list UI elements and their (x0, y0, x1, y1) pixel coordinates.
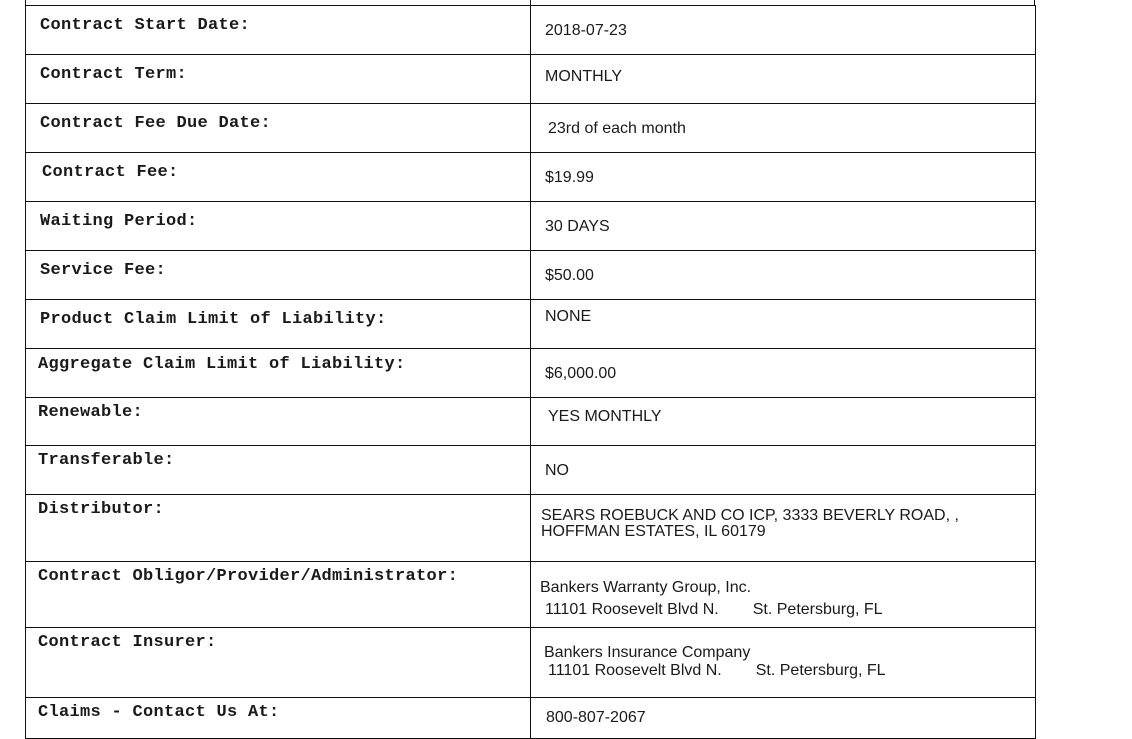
obligor-city: St. Petersburg, FL (752, 601, 883, 618)
transferable-value: NO (545, 462, 569, 479)
contract-fee-due-date-value: 23rd of each month (548, 120, 686, 137)
insurer-address-line (544, 662, 1035, 680)
obligor-value (531, 562, 1035, 621)
table-row (26, 251, 1036, 300)
contract-start-date-value: 2018-07-23 (545, 22, 627, 39)
table-row (26, 495, 1036, 562)
table-row (26, 153, 1036, 202)
table-row (26, 55, 1036, 104)
contract-start-date-label: Contract Start Date: (40, 16, 251, 35)
insurer-name: Bankers Insurance Company (544, 644, 751, 661)
table-row (26, 628, 1036, 698)
contract-term-value: MONTHLY (545, 68, 623, 85)
insurer-city: St. Petersburg, FL (755, 662, 886, 679)
table-row (26, 349, 1036, 398)
table-row (26, 698, 1036, 739)
service-fee-label: Service Fee: (40, 261, 167, 280)
aggregate-claim-limit-value: $6,000.00 (545, 365, 617, 382)
renewable-label: Renewable: (38, 403, 144, 422)
table-row (26, 446, 1036, 495)
distributor-name-address: SEARS ROEBUCK AND CO ICP, 3333 BEVERLY ROAD, , (541, 507, 959, 524)
contract-fee-value: $19.99 (545, 169, 594, 186)
distributor-city-state: HOFFMAN ESTATES, IL 60179 (541, 523, 766, 540)
waiting-period-value: 30 DAYS (545, 218, 610, 235)
table-row (26, 300, 1036, 349)
obligor-address-line (540, 599, 1035, 621)
aggregate-claim-limit-label: Aggregate Claim Limit of Liability: (38, 355, 406, 374)
contract-term-label: Contract Term: (40, 65, 188, 84)
product-claim-limit-label: Product Claim Limit of Liability: (40, 310, 387, 329)
renewable-value: YES MONTHLY (548, 408, 662, 425)
table-row (26, 104, 1036, 153)
contract-fee-label: Contract Fee: (42, 163, 179, 182)
claims-phone-value: 800-807-2067 (546, 709, 646, 726)
distributor-label: Distributor: (38, 500, 165, 519)
contract-details-table (25, 5, 1036, 739)
claims-contact-label: Claims - Contact Us At: (38, 703, 280, 722)
transferable-label: Transferable: (38, 451, 175, 470)
contract-summary (25, 5, 1035, 739)
obligor-name: Bankers Warranty Group, Inc. (540, 579, 752, 596)
distributor-value (531, 495, 1035, 540)
waiting-period-label: Waiting Period: (40, 212, 198, 231)
insurer-street: 11101 Roosevelt Blvd N. (548, 662, 722, 679)
obligor-street: 11101 Roosevelt Blvd N. (545, 601, 719, 618)
table-row (26, 398, 1036, 446)
table-row (26, 562, 1036, 628)
contract-fee-due-date-label: Contract Fee Due Date: (40, 114, 272, 133)
product-claim-limit-value: NONE (545, 308, 592, 325)
insurer-label: Contract Insurer: (38, 633, 217, 652)
table-row (26, 202, 1036, 251)
obligor-label: Contract Obligor/Provider/Administrator: (38, 567, 459, 586)
insurer-value (531, 628, 1035, 680)
service-fee-value: $50.00 (545, 267, 594, 284)
table-row (26, 6, 1036, 55)
